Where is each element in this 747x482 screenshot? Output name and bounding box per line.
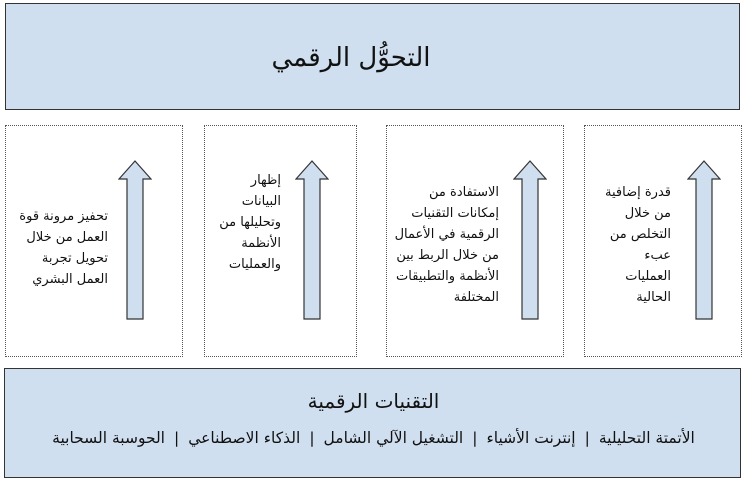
column-capacity [584,125,742,357]
column-text: إظهار البيانات وتحليلها من الأنظمة والعمليات [219,173,281,272]
separator: | [584,429,590,447]
column-text: الاستفادة من إمكانات التقنيات الرقمية في الأعمال من خلال الربط بين الأنظمة والتطبيقات المختلفة [394,185,499,305]
title-box [5,3,740,110]
tech-item: الأتمتة التحليلية [598,429,695,447]
separator: | [174,429,180,447]
up-arrow-icon [118,160,152,320]
up-arrow-icon [513,160,547,320]
technologies-list [5,429,742,447]
column-text: قدرة إضافية من خلال التخلص من عبء العمليات الحالية [605,185,671,305]
tech-item: الذكاء الاصطناعي [188,429,301,447]
column-workforce [5,125,183,357]
column-integration [386,125,564,357]
technologies-box [4,368,741,478]
up-arrow-icon [295,160,329,320]
technologies-title: التقنيات الرقمية [307,389,440,413]
separator: | [472,429,478,447]
separator: | [309,429,315,447]
diagram-title: التحوُّل الرقمي [271,42,431,73]
column-data [204,125,357,357]
column-text: تحفيز مرونة قوة العمل من خلال تحويل تجربة العمل البشري [19,209,108,287]
up-arrow-icon [687,160,721,320]
tech-item: إنترنت الأشياء [486,429,576,447]
tech-item: التشغيل الآلي الشامل [323,429,464,447]
tech-item: الحوسبة السحابية [52,429,165,447]
